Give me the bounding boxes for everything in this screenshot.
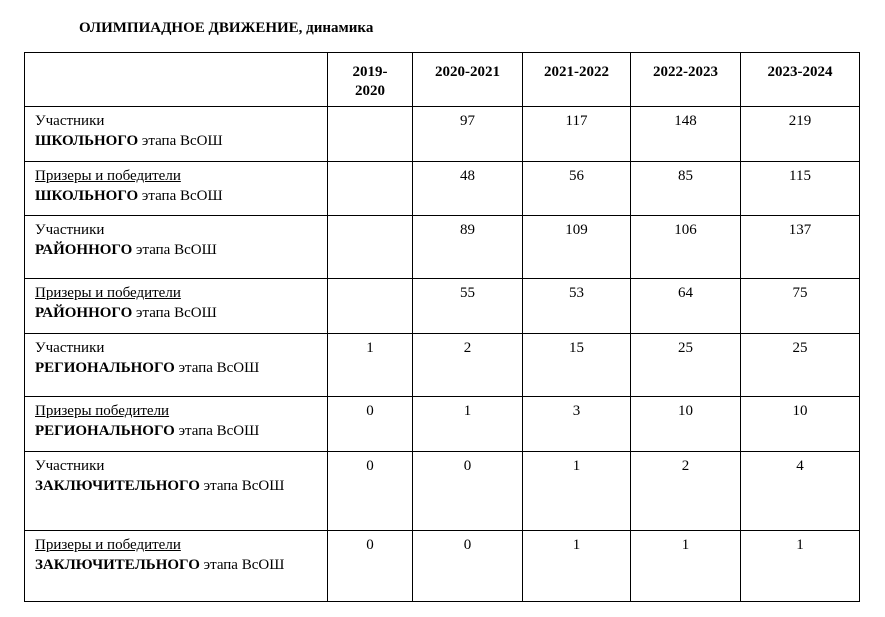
- row-label: [25, 397, 328, 452]
- table-cell: 2: [413, 334, 523, 397]
- row-label-suffix: этапа ВсОШ: [132, 305, 217, 321]
- row-label: [25, 107, 328, 162]
- table-cell: 89: [413, 216, 523, 279]
- table-cell: 10: [631, 397, 741, 452]
- table-cell: 0: [328, 531, 413, 602]
- row-label-suffix: этапа ВсОШ: [138, 188, 223, 204]
- row-label-stage: РАЙОННОГО: [35, 305, 133, 321]
- row-label-category: Участники: [35, 222, 105, 238]
- row-label: [25, 452, 328, 531]
- row-label-category: Участники: [35, 113, 105, 129]
- table-row: [25, 162, 860, 216]
- header-cell-2022-2023: 2022-2023: [631, 53, 741, 107]
- table-cell: 55: [413, 279, 523, 334]
- olympiad-table: [24, 52, 860, 602]
- table-cell: 137: [741, 216, 860, 279]
- row-label-suffix: этапа ВсОШ: [174, 360, 260, 376]
- row-label: [25, 279, 328, 334]
- header-row: [25, 53, 860, 107]
- header-cell-2023-2024: 2023-2024: [741, 53, 860, 107]
- row-label-stage: ШКОЛЬНОГО: [35, 133, 139, 149]
- table-cell: 1: [413, 397, 523, 452]
- table-row: [25, 107, 860, 162]
- table-row: [25, 531, 860, 602]
- row-label-stage: РАЙОННОГО: [35, 242, 133, 258]
- document-title: ОЛИМПИАДНОЕ ДВИЖЕНИЕ, динамика: [79, 20, 374, 36]
- table-cell: 25: [741, 334, 860, 397]
- table-cell: 117: [523, 107, 631, 162]
- table-cell: 1: [328, 334, 413, 397]
- header-cell-2019-2020: 2019-2020: [328, 53, 413, 107]
- row-label-stage: ШКОЛЬНОГО: [35, 188, 139, 204]
- row-label-category: Призеры и победители: [35, 168, 181, 184]
- row-label-suffix: этапа ВсОШ: [199, 478, 285, 494]
- table-row: [25, 397, 860, 452]
- row-label-suffix: этапа ВсОШ: [199, 557, 285, 573]
- table-row: [25, 334, 860, 397]
- table-cell: 3: [523, 397, 631, 452]
- table-cell: 85: [631, 162, 741, 216]
- header-cell-2020-2021: 2020-2021: [413, 53, 523, 107]
- row-label-stage: ЗАКЛЮЧИТЕЛЬНОГО: [35, 478, 200, 494]
- table-cell: 48: [413, 162, 523, 216]
- table-row: [25, 452, 860, 531]
- table-cell: 1: [523, 531, 631, 602]
- header-cell-2021-2022: 2021-2022: [523, 53, 631, 107]
- header-cell-empty: [25, 53, 328, 107]
- table-cell: [328, 216, 413, 279]
- table-cell: 53: [523, 279, 631, 334]
- table-cell: 219: [741, 107, 860, 162]
- table-cell: 0: [413, 452, 523, 531]
- table-cell: 148: [631, 107, 741, 162]
- row-label-suffix: этапа ВсОШ: [138, 133, 223, 149]
- table-cell: 0: [413, 531, 523, 602]
- row-label-suffix: этапа ВсОШ: [132, 242, 217, 258]
- row-label-category: Призеры и победители: [35, 285, 181, 301]
- table-row: [25, 279, 860, 334]
- table-cell: 25: [631, 334, 741, 397]
- table-cell: 0: [328, 397, 413, 452]
- table-cell: 1: [631, 531, 741, 602]
- table-cell: 115: [741, 162, 860, 216]
- row-label-stage: ЗАКЛЮЧИТЕЛЬНОГО: [35, 557, 200, 573]
- row-label: [25, 531, 328, 602]
- table-cell: 2: [631, 452, 741, 531]
- row-label-category: Призеры и победители: [35, 537, 181, 553]
- table-cell: [328, 107, 413, 162]
- table-cell: 10: [741, 397, 860, 452]
- table-cell: 15: [523, 334, 631, 397]
- table-cell: 75: [741, 279, 860, 334]
- table-cell: 0: [328, 452, 413, 531]
- table-cell: 1: [523, 452, 631, 531]
- table-cell: [328, 162, 413, 216]
- table-cell: 106: [631, 216, 741, 279]
- row-label-stage: РЕГИОНАЛЬНОГО: [35, 423, 175, 439]
- table-cell: 56: [523, 162, 631, 216]
- row-label-category: Призеры победители: [35, 403, 170, 419]
- table-cell: [328, 279, 413, 334]
- table-cell: 64: [631, 279, 741, 334]
- row-label-category: Участники: [35, 340, 105, 356]
- row-label-suffix: этапа ВсОШ: [174, 423, 260, 439]
- row-label: [25, 216, 328, 279]
- table-cell: 1: [741, 531, 860, 602]
- row-label-stage: РЕГИОНАЛЬНОГО: [35, 360, 175, 376]
- table-cell: 97: [413, 107, 523, 162]
- row-label-category: Участники: [35, 458, 105, 474]
- table-row: [25, 216, 860, 279]
- table-cell: 109: [523, 216, 631, 279]
- table-cell: 4: [741, 452, 860, 531]
- row-label: [25, 162, 328, 216]
- row-label: [25, 334, 328, 397]
